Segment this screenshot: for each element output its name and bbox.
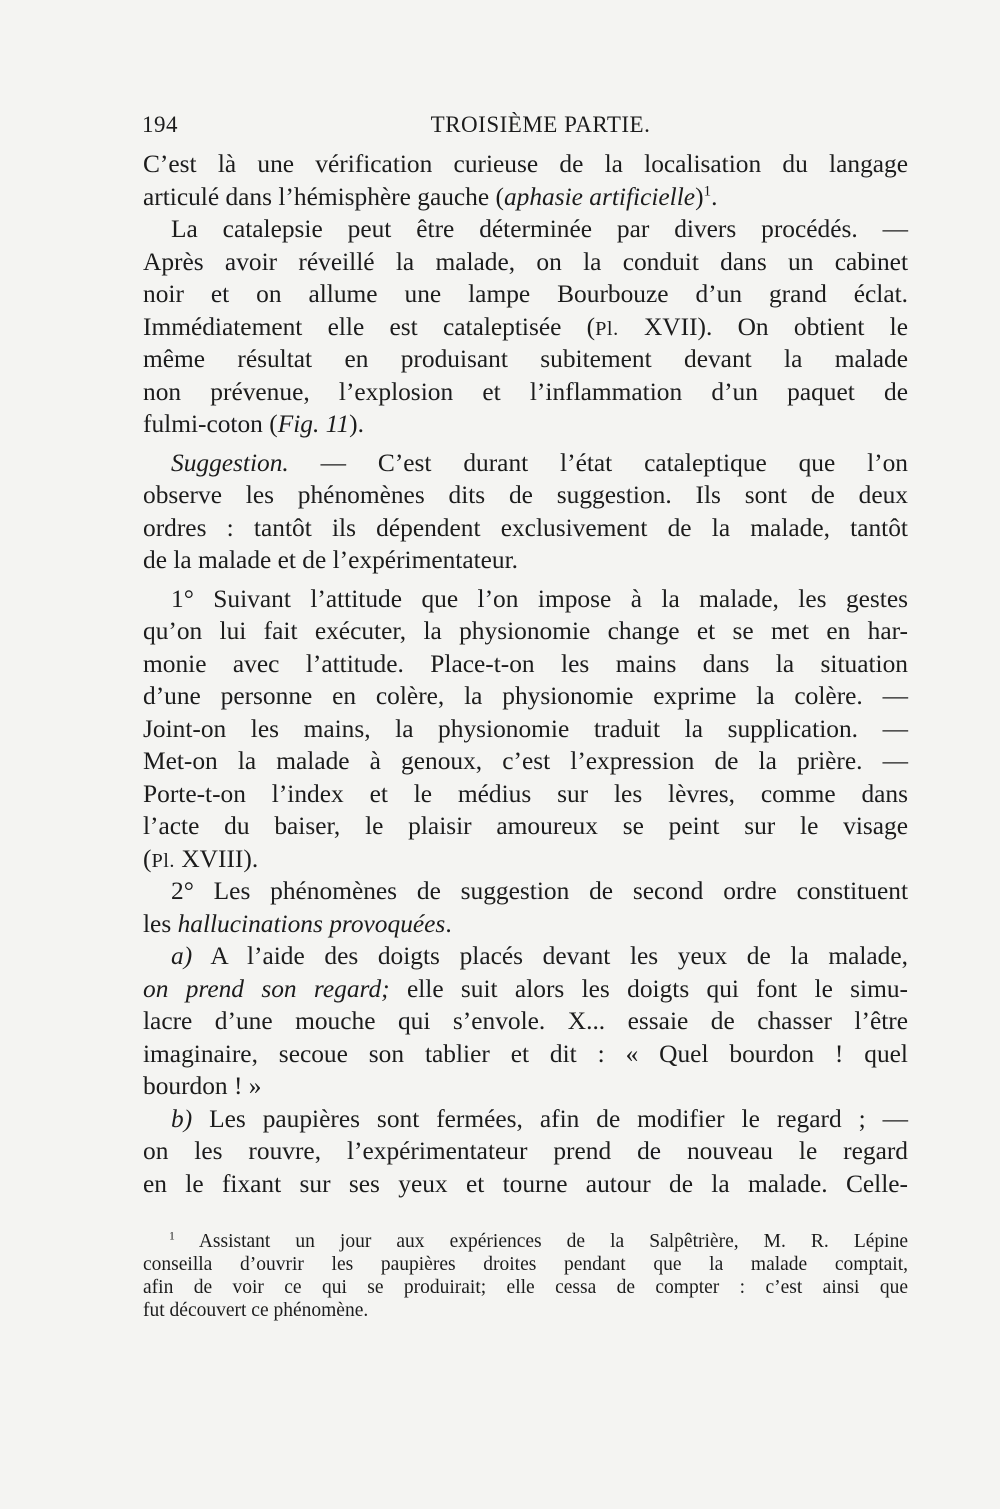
text-line: articulé dans l’hémisphère gauche (aphasie artificielle)$^1$. bbox=[143, 182, 718, 211]
italic-phrase: aphasie artificielle bbox=[503, 182, 696, 211]
text-line: La catalepsie peut être déterminée par divers procédés. — bbox=[171, 215, 908, 243]
text-line: a) A l’aide des doigts placés devant les yeux de la malade, bbox=[171, 942, 908, 970]
book-page bbox=[143, 112, 908, 1322]
text-line: Porte-t-on l’index et le médius sur les lèvres, comme dans bbox=[143, 779, 908, 808]
footnote-line: afin de voir ce qui se produirait; elle cessa de compter : c’est ainsi que bbox=[143, 1277, 908, 1298]
text-line: 1° Suivant l’attitude que l’on impose à la malade, les gestes bbox=[171, 584, 908, 613]
section-heading: Suggestion. bbox=[171, 448, 289, 477]
footnote-line: fut découvert ce phénomène. bbox=[143, 1300, 369, 1321]
footnote-line: conseilla d’ouvrir les paupières droites pendant que la malade comptait, bbox=[143, 1254, 908, 1275]
text-line: les hallucinations provoquées. bbox=[143, 909, 452, 938]
text-line: qu’on lui fait exécuter, la physionomie change et se met en har- bbox=[143, 617, 908, 645]
text-line: même résultat en produisant subitement devant la malade bbox=[143, 345, 908, 373]
text-line: Met-on la malade à genoux, c’est l’expression de la prière. — bbox=[143, 747, 908, 775]
page-header bbox=[143, 112, 908, 148]
text-line: 2° Les phénomènes de suggestion de second ordre constituent bbox=[171, 877, 908, 905]
text-line: d’une personne en colère, la physionomie exprime la colère. — bbox=[143, 682, 908, 710]
plate-reference: Pl. bbox=[151, 849, 175, 872]
text-line: observe les phénomènes dits de suggestion. Ils sont de deux bbox=[143, 481, 908, 509]
italic-phrase: hallucinations provoquées bbox=[177, 909, 446, 938]
text-line: imaginaire, secoue son tablier et dit : « Quel bourdon ! quel bbox=[143, 1039, 908, 1068]
body-text bbox=[143, 148, 908, 1200]
list-marker: b) bbox=[171, 1104, 193, 1133]
text-line: fulmi-coton (Fig. 11). bbox=[143, 410, 364, 438]
text-line: Joint-on les mains, la physionomie traduit la supplication. — bbox=[143, 714, 908, 743]
text-line: non prévenue, l’explosion et l’inflammation d’un paquet de bbox=[143, 377, 908, 406]
text-line: monie avec l’attitude. Place-t-on les mains dans la situation bbox=[143, 649, 908, 678]
text-line: ordres : tantôt ils dépendent exclusivement de la malade, tantôt bbox=[143, 513, 908, 542]
italic-phrase: on prend son regard; bbox=[143, 974, 390, 1003]
text-line: b) Les paupières sont fermées, afin de modifier le regard ; — bbox=[171, 1104, 908, 1133]
text-line: Suggestion. — C’est durant l’état cataleptique que l’on bbox=[171, 448, 908, 477]
text-line: l’acte du baiser, le plaisir amoureux se peint sur le visage bbox=[143, 812, 908, 840]
text-line: Après avoir réveillé la malade, on la conduit dans un cabinet bbox=[143, 247, 908, 276]
text-line: de la malade et de l’expérimentateur. bbox=[143, 546, 519, 574]
text-line: en le fixant sur ses yeux et tourne autour de la malade. Celle- bbox=[143, 1169, 908, 1198]
text-line: on les rouvre, l’expérimentateur prend de nouveau le regard bbox=[143, 1137, 908, 1165]
text-line: on prend son regard; elle suit alors les doigts qui font le simu- bbox=[143, 974, 909, 1003]
list-marker: a) bbox=[171, 942, 193, 970]
text-line: C’est là une vérification curieuse de la localisation du langage bbox=[143, 150, 908, 178]
footnote-line: $^1$ Assistant un jour aux expériences de la Salpêtrière, M. R. Lépine bbox=[169, 1229, 908, 1252]
footnote bbox=[143, 1230, 908, 1322]
text-line: bourdon ! » bbox=[143, 1072, 262, 1100]
text-line: lacre d’une mouche qui s’envole. X... essaie de chasser l’être bbox=[143, 1007, 908, 1035]
text-line: noir et on allume une lampe Bourbouze d’un grand éclat. bbox=[143, 280, 908, 308]
page-number: 194 bbox=[142, 112, 178, 137]
text-line: Immédiatement elle est cataleptisée (Pl. XVII). On obtient le bbox=[143, 312, 909, 341]
footnote-reference: 1 bbox=[703, 182, 712, 200]
figure-reference: Fig. 11 bbox=[277, 410, 350, 438]
footnote-marker: 1 bbox=[169, 1229, 175, 1243]
plate-reference: Pl. bbox=[595, 317, 619, 340]
running-title: TROISIÈME PARTIE. bbox=[430, 112, 651, 137]
text-line: (Pl. XVIII). bbox=[143, 844, 259, 873]
